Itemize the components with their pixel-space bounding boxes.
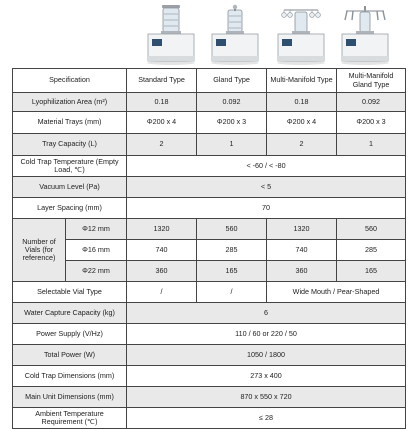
cell-vialtype-standard: / [127,282,197,303]
specification-table [12,68,406,429]
cell-vials22-multi: 360 [267,261,337,282]
cell-ambient-temperature: ≤ 28 [127,408,406,429]
multi-manifold-type-unit-image [270,4,332,66]
cell-trays-multi: Φ200 x 4 [267,112,337,134]
vial-size-22mm: Φ22 mm [66,261,127,282]
cell-trays-multi-gland: Φ200 x 3 [337,112,406,134]
cell-vials16-multi-gland: 285 [337,240,406,261]
row-main-unit-dimensions [13,387,406,408]
row-vials-12mm [13,219,406,240]
cell-vials12-standard: 1320 [127,219,197,240]
cell-vials12-gland: 560 [197,219,267,240]
cell-vials12-multi: 1320 [267,219,337,240]
vial-size-16mm: Φ16 mm [66,240,127,261]
header-multi-manifold-gland-type: Multi-Manifold Gland Type [337,69,406,93]
cell-vials16-standard: 740 [127,240,197,261]
cell-lyo-multi: 0.18 [267,93,337,112]
label-lyophilization-area: Lyophilization Area (m²) [13,93,127,112]
cell-capacity-multi-gland: 1 [337,134,406,156]
label-vacuum-level: Vacuum Level (Pa) [13,177,127,198]
cell-vials16-multi: 740 [267,240,337,261]
label-total-power: Total Power (W) [13,345,127,366]
cell-power-supply: 110 / 60 or 220 / 50 [127,324,406,345]
cell-vials22-gland: 165 [197,261,267,282]
row-lyophilization-area [13,93,406,112]
header-multi-manifold-type: Multi-Manifold Type [267,69,337,93]
label-cold-trap-temperature: Cold Trap Temperature (Empty Load, ℃) [13,156,127,177]
table-header-row [13,69,406,93]
gland-type-unit-image [204,4,266,66]
cell-vials16-gland: 285 [197,240,267,261]
label-power-supply: Power Supply (V/Hz) [13,324,127,345]
row-total-power [13,345,406,366]
row-vacuum-level [13,177,406,198]
header-standard-type: Standard Type [127,69,197,93]
cell-water-capture-capacity: 6 [127,303,406,324]
cell-trays-standard: Φ200 x 4 [127,112,197,134]
cell-vials22-multi-gland: 165 [337,261,406,282]
row-power-supply [13,324,406,345]
label-cold-trap-dimensions: Cold Trap Dimensions (mm) [13,366,127,387]
label-ambient-temperature: Ambient Temperature Requirement (℃) [13,408,127,429]
header-specification: Specification [13,69,127,93]
cell-cold-trap-temperature: < -60 / < -80 [127,156,406,177]
cell-trays-gland: Φ200 x 3 [197,112,267,134]
cell-vacuum-level: < 5 [127,177,406,198]
cell-cold-trap-dimensions: 273 x 400 [127,366,406,387]
cell-layer-spacing: 70 [127,198,406,219]
row-material-trays [13,112,406,134]
row-cold-trap-temperature [13,156,406,177]
cell-lyo-standard: 0.18 [127,93,197,112]
cell-capacity-standard: 2 [127,134,197,156]
label-water-capture-capacity: Water Capture Capacity (kg) [13,303,127,324]
label-main-unit-dimensions: Main Unit Dimensions (mm) [13,387,127,408]
cell-main-unit-dimensions: 870 x 550 x 720 [127,387,406,408]
row-ambient-temperature [13,408,406,429]
header-gland-type: Gland Type [197,69,267,93]
standard-type-unit-image [140,4,202,66]
row-tray-capacity [13,134,406,156]
row-selectable-vial-type [13,282,406,303]
label-number-of-vials: Number of Vials (for reference) [13,219,66,282]
label-selectable-vial-type: Selectable Vial Type [13,282,127,303]
label-tray-capacity: Tray Capacity (L) [13,134,127,156]
vial-size-12mm: Φ12 mm [66,219,127,240]
cell-capacity-multi: 2 [267,134,337,156]
row-layer-spacing [13,198,406,219]
cell-vials12-multi-gland: 560 [337,219,406,240]
row-vials-16mm [13,240,406,261]
product-image-row [0,0,416,68]
cell-lyo-multi-gland: 0.092 [337,93,406,112]
cell-capacity-gland: 1 [197,134,267,156]
cell-total-power: 1050 / 1800 [127,345,406,366]
cell-vials22-standard: 360 [127,261,197,282]
row-cold-trap-dimensions [13,366,406,387]
cell-lyo-gland: 0.092 [197,93,267,112]
row-water-capture-capacity [13,303,406,324]
multi-manifold-gland-type-unit-image [334,4,396,66]
row-vials-22mm [13,261,406,282]
label-layer-spacing: Layer Spacing (mm) [13,198,127,219]
cell-vialtype-multi: Wide Mouth / Pear-Shaped [267,282,406,303]
cell-vialtype-gland: / [197,282,267,303]
label-material-trays: Material Trays (mm) [13,112,127,134]
